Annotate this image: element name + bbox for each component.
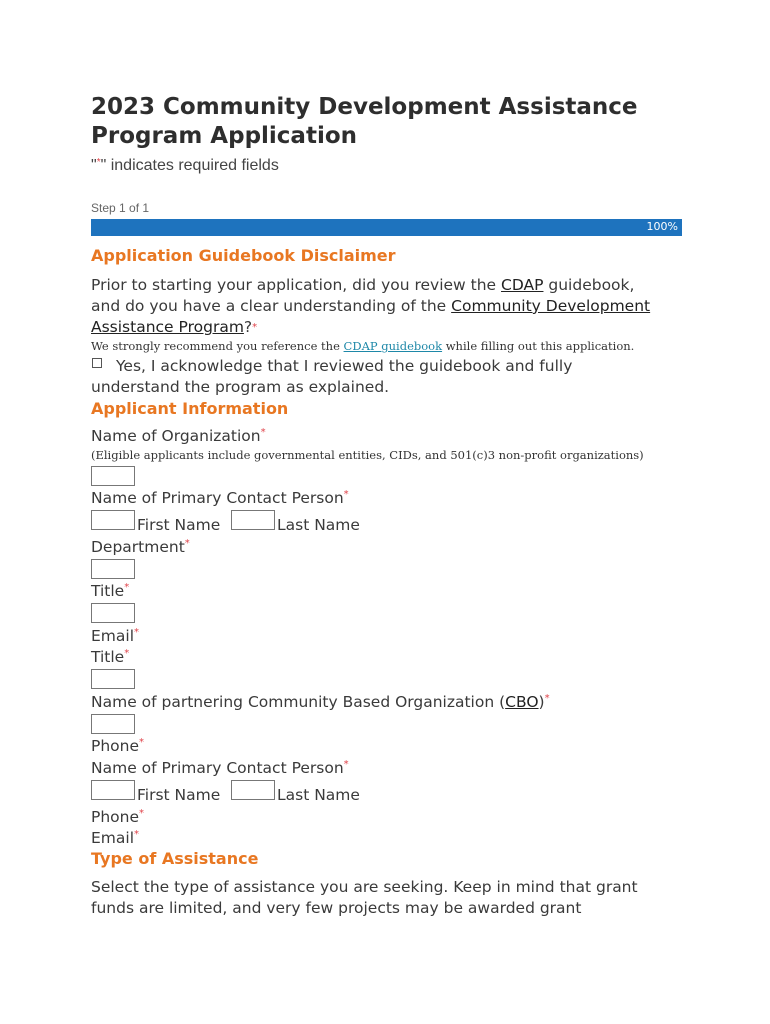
department-text: Department [91, 538, 185, 556]
email-text: Email [91, 627, 135, 645]
required-star: * [139, 737, 145, 748]
required-star: * [544, 693, 550, 704]
applicant-heading: Applicant Information [91, 399, 289, 418]
cdap-link[interactable]: CDAP [501, 276, 544, 294]
last-name2-input[interactable] [231, 780, 275, 800]
question-text-3: ? [243, 318, 253, 336]
guidebook-link[interactable]: CDAP guidebook [343, 339, 443, 353]
last-name-label: Last Name [277, 516, 360, 534]
required-star: * [96, 157, 101, 168]
form-title: 2023 Community Development Assistance Program Application [91, 94, 638, 149]
first-name2-label: First Name [137, 786, 221, 804]
phone-label [91, 737, 144, 755]
acknowledge-label: Yes, I acknowledge that I reviewed the guidebook and fully understand the program as explained. [91, 357, 573, 396]
program-link[interactable]: Community Development Assistance Program [91, 297, 651, 336]
phone2-text: Phone [91, 808, 140, 826]
required-star: * [124, 648, 130, 659]
required-star: * [343, 759, 349, 770]
progress-bar [91, 219, 682, 236]
progress-label: 100% [646, 220, 678, 233]
cbo-name-input[interactable] [91, 714, 135, 734]
contact2-name-text: Name of Primary Contact Person [91, 759, 344, 777]
note-text-2: while filling out this application. [442, 339, 635, 353]
step-indicator: Step 1 of 1 [91, 201, 150, 215]
contact2-name-label [91, 759, 349, 777]
contact-name-label [91, 489, 349, 507]
required-star: * [184, 538, 190, 549]
required-star: * [139, 808, 145, 819]
quote-open: " [91, 157, 97, 174]
title-label [91, 582, 129, 600]
question-text-2: guidebook, and do you have a clear understanding of the [91, 276, 635, 315]
department-label [91, 538, 190, 556]
guidebook-question [91, 275, 651, 338]
last-name2-label: Last Name [277, 786, 360, 804]
last-name-input[interactable] [231, 510, 275, 530]
cbo-name-label [91, 693, 550, 711]
required-fields-note [91, 157, 279, 175]
required-note-text: " indicates required fields [100, 157, 279, 174]
guidebook-note [91, 339, 634, 353]
first-name-input[interactable] [91, 510, 135, 530]
progress-fill [91, 219, 682, 236]
email2-label [91, 829, 139, 847]
first-name2-input[interactable] [91, 780, 135, 800]
cbo-link[interactable]: CBO [505, 693, 539, 711]
contact-name-text: Name of Primary Contact Person [91, 489, 344, 507]
email-label [91, 627, 139, 645]
cbo-text-2: ) [538, 693, 545, 711]
title-text: Title [91, 582, 125, 600]
title2-label [91, 648, 129, 666]
department-input[interactable] [91, 559, 135, 579]
first-name-label: First Name [137, 516, 221, 534]
required-star: * [134, 627, 140, 638]
org-name-hint: (Eligible applicants include governmental entities, CIDs, and 501(c)3 non-profit organizations) [91, 448, 644, 462]
question-text-1: Prior to starting your application, did you review the [91, 276, 502, 294]
org-name-label [91, 427, 266, 445]
required-star: * [252, 322, 258, 333]
required-star: * [343, 489, 349, 500]
assistance-text: Select the type of assistance you are seeking. Keep in mind that grant funds are limited, and very few projects may be awarded grant [91, 878, 638, 917]
assistance-heading: Type of Assistance [91, 849, 259, 868]
title-input[interactable] [91, 603, 135, 623]
note-text-1: We strongly recommend you reference the [91, 339, 344, 353]
title2-text: Title [91, 648, 125, 666]
required-star: * [124, 582, 130, 593]
org-name-input[interactable] [91, 466, 135, 486]
phone-text: Phone [91, 737, 140, 755]
org-name-text: Name of Organization [91, 427, 261, 445]
cbo-text-1: Name of partnering Community Based Organization ( [91, 693, 506, 711]
required-star: * [134, 829, 140, 840]
email2-text: Email [91, 829, 135, 847]
disclaimer-heading: Application Guidebook Disclaimer [91, 246, 396, 265]
phone2-label [91, 808, 144, 826]
title2-input[interactable] [91, 669, 135, 689]
required-star: * [260, 427, 266, 438]
